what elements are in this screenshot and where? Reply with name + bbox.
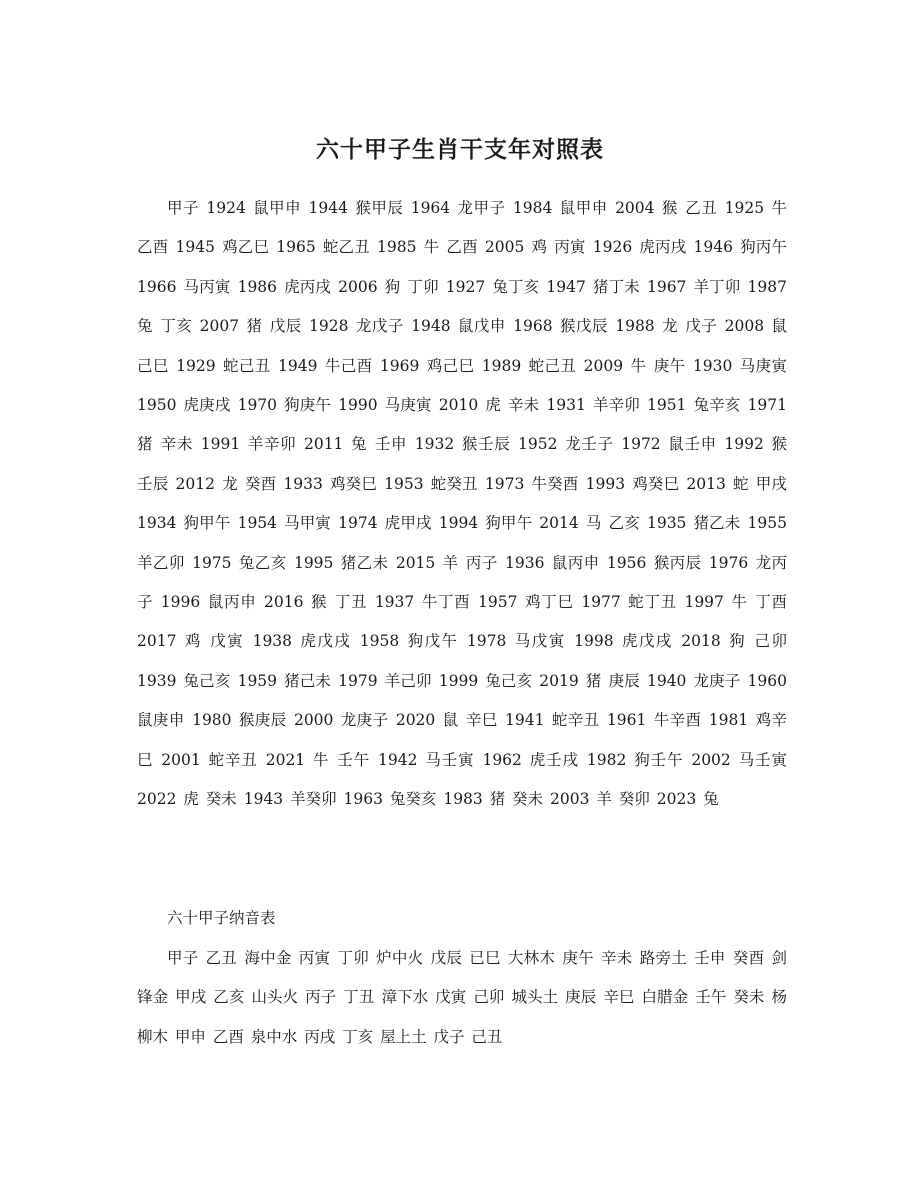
nayin-table-paragraph: 甲子 乙丑 海中金 丙寅 丁卯 炉中火 戊辰 已巳 大林木 庚午 辛未 路旁土 壬申 癸酉 剑锋金 甲戌 乙亥 山头火 丙子 丁丑 漳下水 戊寅 己卯 城头土 庚辰 辛巳 白腊金 壬午 癸未 杨柳木 甲申 乙酉 泉中水 丙戌 丁亥 屋上土 戊子 己丑 — [137, 949, 787, 1046]
document-title: 六十甲子生肖干支年对照表 — [316, 136, 604, 163]
zodiac-year-paragraph: 甲子 1924 鼠甲申 1944 猴甲辰 1964 龙甲子 1984 鼠甲申 2004 猴 乙丑 1925 牛乙酉 1945 鸡乙巳 1965 蛇乙丑 1985 牛 乙酉 2005 鸡 丙寅 1926 虎丙戌 1946 狗丙午 1966 马丙寅 1986 虎丙戌 2006 狗 丁卯 1927 兔丁亥 1947 猪丁未 1967 羊丁卯 1987 兔 丁亥 2007 猪 戊辰 1928 龙戊子 1948 鼠戊申 1968 猴戊辰 1988 龙 戊子 2008 鼠 己巳 1929 蛇己丑 1949 牛己酉 1969 鸡己巳 1989 蛇己丑 2009 牛 庚午 1930 马庚寅 1950 虎庚戌 1970 狗庚午 1990 马庚寅 2010 虎 辛未 1931 羊辛卯 1951 兔辛亥 1971 猪 辛未 1991 羊辛卯 2011 兔 壬申 1932 猴壬辰 1952 龙壬子 1972 鼠壬申 1992 猴 壬辰 2012 龙 癸酉 1933 鸡癸巳 1953 蛇癸丑 1973 牛癸酉 1993 鸡癸巳 2013 蛇 甲戌 1934 狗甲午 1954 马甲寅 1974 虎甲戌 1994 狗甲午 2014 马 乙亥 1935 猪乙未 1955 羊乙卯 1975 兔乙亥 1995 猪乙未 2015 羊 丙子 1936 鼠丙申 1956 猴丙辰 1976 龙丙子 1996 鼠丙申 2016 猴 丁丑 1937 牛丁酉 1957 鸡丁巳 1977 蛇丁丑 1997 牛 丁酉 2017 鸡 戊寅 1938 虎戊戌 1958 狗戊午 1978 马戊寅 1998 虎戊戌 2018 狗 己卯 1939 兔己亥 1959 猪己未 1979 羊己卯 1999 兔己亥 2019 猪 庚辰 1940 龙庚子 1960 鼠庚申 1980 猴庚辰 2000 龙庚子 2020 鼠 辛巳 1941 蛇辛丑 1961 牛辛酉 1981 鸡辛巳 2001 蛇辛丑 2021 牛 壬午 1942 马壬寅 1962 虎壬戌 1982 狗壬午 2002 马壬寅 2022 虎 癸未 1943 羊癸卯 1963 兔癸亥 1983 猪 癸未 2003 羊 癸卯 2023 兔 — [137, 199, 787, 809]
nayin-table-heading: 六十甲子纳音表 — [167, 909, 276, 927]
